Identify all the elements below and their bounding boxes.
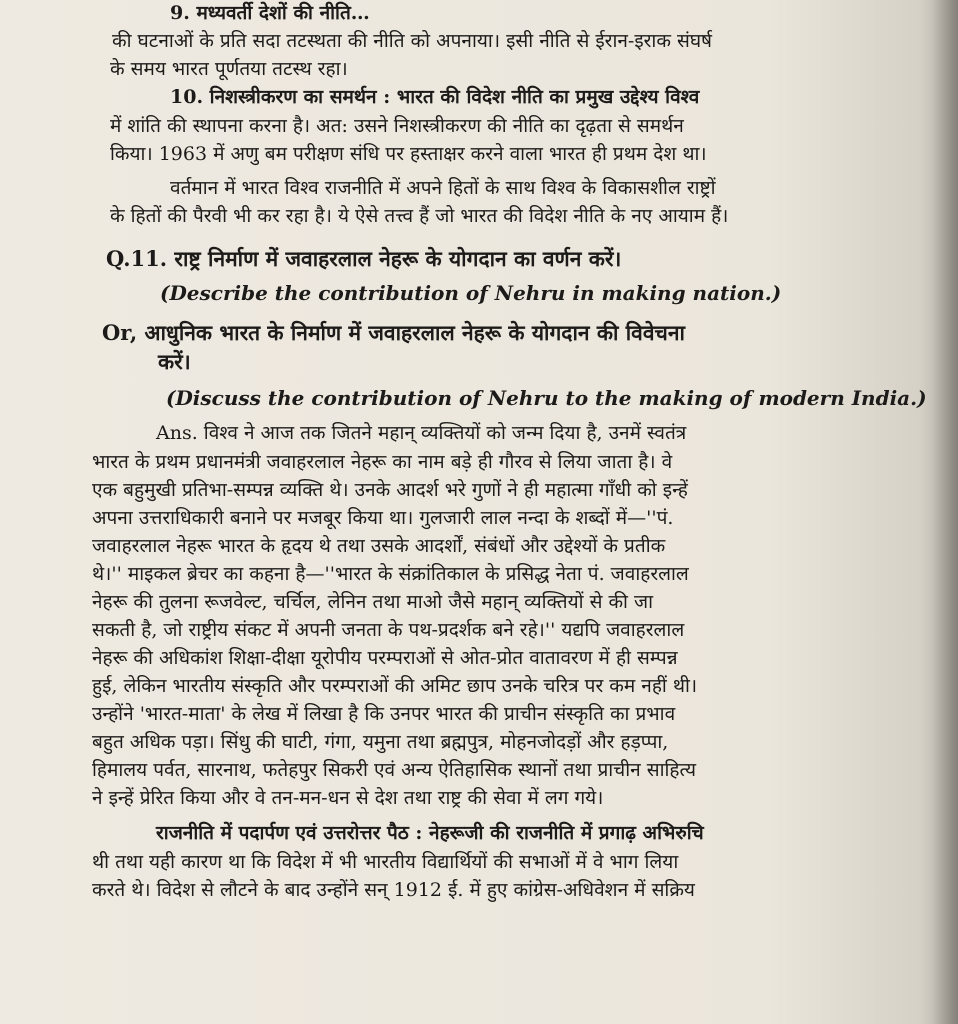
text-line: हिमालय पर्वत, सारनाथ, फतेहपुर सिकरी एवं अन्य ऐतिहासिक स्थानों तथा प्राचीन साहित्य <box>92 759 697 781</box>
text-line: में शांति की स्थापना करना है। अत: उसने निशस्त्रीकरण की नीति का दृढ़ता से समर्थन <box>110 115 684 137</box>
text-line: एक बहुमुखी प्रतिभा-सम्पन्न व्यक्ति थे। उनके आदर्श भरे गुणों ने ही महात्मा गाँधी को इन्हें <box>92 479 688 501</box>
text-line: उन्होंने 'भारत-माता' के लेख में लिखा है कि उनपर भारत की प्राचीन संस्कृति का प्रभाव <box>92 703 676 725</box>
text-line: थी तथा यही कारण था कि विदेश में भी भारतीय विद्यार्थियों की सभाओं में वे भाग लिया <box>92 851 679 873</box>
text-line: की घटनाओं के प्रति सदा तटस्थता की नीति को अपनाया। इसी नीति से ईरान-इराक संघर्ष <box>112 30 713 52</box>
text-line: Ans. विश्व ने आज तक जितने महान् व्यक्तियों को जन्म दिया है, उनमें स्वतंत्र <box>156 422 687 444</box>
text-line: 9. मध्यवर्ती देशों की नीति… <box>170 2 370 24</box>
text-line: नेहरू की तुलना रूजवेल्ट, चर्चिल, लेनिन तथा माओ जैसे महान् व्यक्तियों से की जा <box>92 591 654 613</box>
text-line: करते थे। विदेश से लौटने के बाद उन्होंने सन् 1912 ई. में हुए कांग्रेस-अधिवेशन में सक्रिय <box>92 879 695 901</box>
text-line: Q.11. राष्ट्र निर्माण में जवाहरलाल नेहरू के योगदान का वर्णन करें। <box>106 246 622 271</box>
text-line: के समय भारत पूर्णतया तटस्थ रहा। <box>110 58 348 80</box>
text-line: नेहरू की अधिकांश शिक्षा-दीक्षा यूरोपीय परम्पराओं से ओत-प्रोत वातावरण में ही सम्पन्न <box>92 647 678 669</box>
text-line: (Discuss the contribution of Nehru to the making of modern India.) <box>166 386 927 410</box>
text-line: बहुत अधिक पड़ा। सिंधु की घाटी, गंगा, यमुना तथा ब्रह्मपुत्र, मोहनजोदड़ों और हड़प्पा, <box>92 731 669 753</box>
text-line: थे।'' माइकल ब्रेचर का कहना है—''भारत के संक्रांतिकाल के प्रसिद्ध नेता पं. जवाहरलाल <box>92 563 689 585</box>
text-line: सकती है, जो राष्ट्रीय संकट में अपनी जनता के पथ-प्रदर्शक बने रहे।'' यद्यपि जवाहरलाल <box>92 619 685 641</box>
text-line: ने इन्हें प्रेरित किया और वे तन-मन-धन से देश तथा राष्ट्र की सेवा में लग गये। <box>92 787 604 809</box>
text-line: अपना उत्तराधिकारी बनाने पर मजबूर किया था। गुलजारी लाल नन्दा के शब्दों में—''पं. <box>92 507 674 529</box>
text-line: वर्तमान में भारत विश्व राजनीति में अपने हितों के साथ विश्व के विकासशील राष्ट्रों <box>170 177 716 199</box>
text-line: के हितों की पैरवी भी कर रहा है। ये ऐसे तत्त्व हैं जो भारत की विदेश नीति के नए आयाम हैं। <box>110 205 729 227</box>
text-line: हुई, लेकिन भारतीय संस्कृति और परम्पराओं की अमिट छाप उनके चरित्र पर कम नहीं थी। <box>92 675 698 697</box>
text-line: भारत के प्रथम प्रधानमंत्री जवाहरलाल नेहरू का नाम बड़े ही गौरव से लिया जाता है। वे <box>92 451 673 473</box>
text-line: किया। 1963 में अणु बम परीक्षण संधि पर हस्ताक्षर करने वाला भारत ही प्रथम देश था। <box>110 143 707 165</box>
text-line: करें। <box>158 349 191 374</box>
text-line: जवाहरलाल नेहरू भारत के हृदय थे तथा उसके आदर्शों, संबंधों और उद्देश्यों के प्रतीक <box>92 535 666 557</box>
text-line: (Describe the contribution of Nehru in making nation.) <box>160 281 782 305</box>
text-line: 10. निशस्त्रीकरण का समर्थन : भारत की विदेश नीति का प्रमुख उद्देश्य विश्व <box>170 86 700 108</box>
page-spine-shadow <box>932 0 958 1024</box>
text-line: राजनीति में पदार्पण एवं उत्तरोत्तर पैठ : नेहरूजी की राजनीति में प्रगाढ़ अभिरुचि <box>156 822 704 844</box>
text-line: Or, आधुनिक भारत के निर्माण में जवाहरलाल नेहरू के योगदान की विवेचना <box>102 320 685 345</box>
